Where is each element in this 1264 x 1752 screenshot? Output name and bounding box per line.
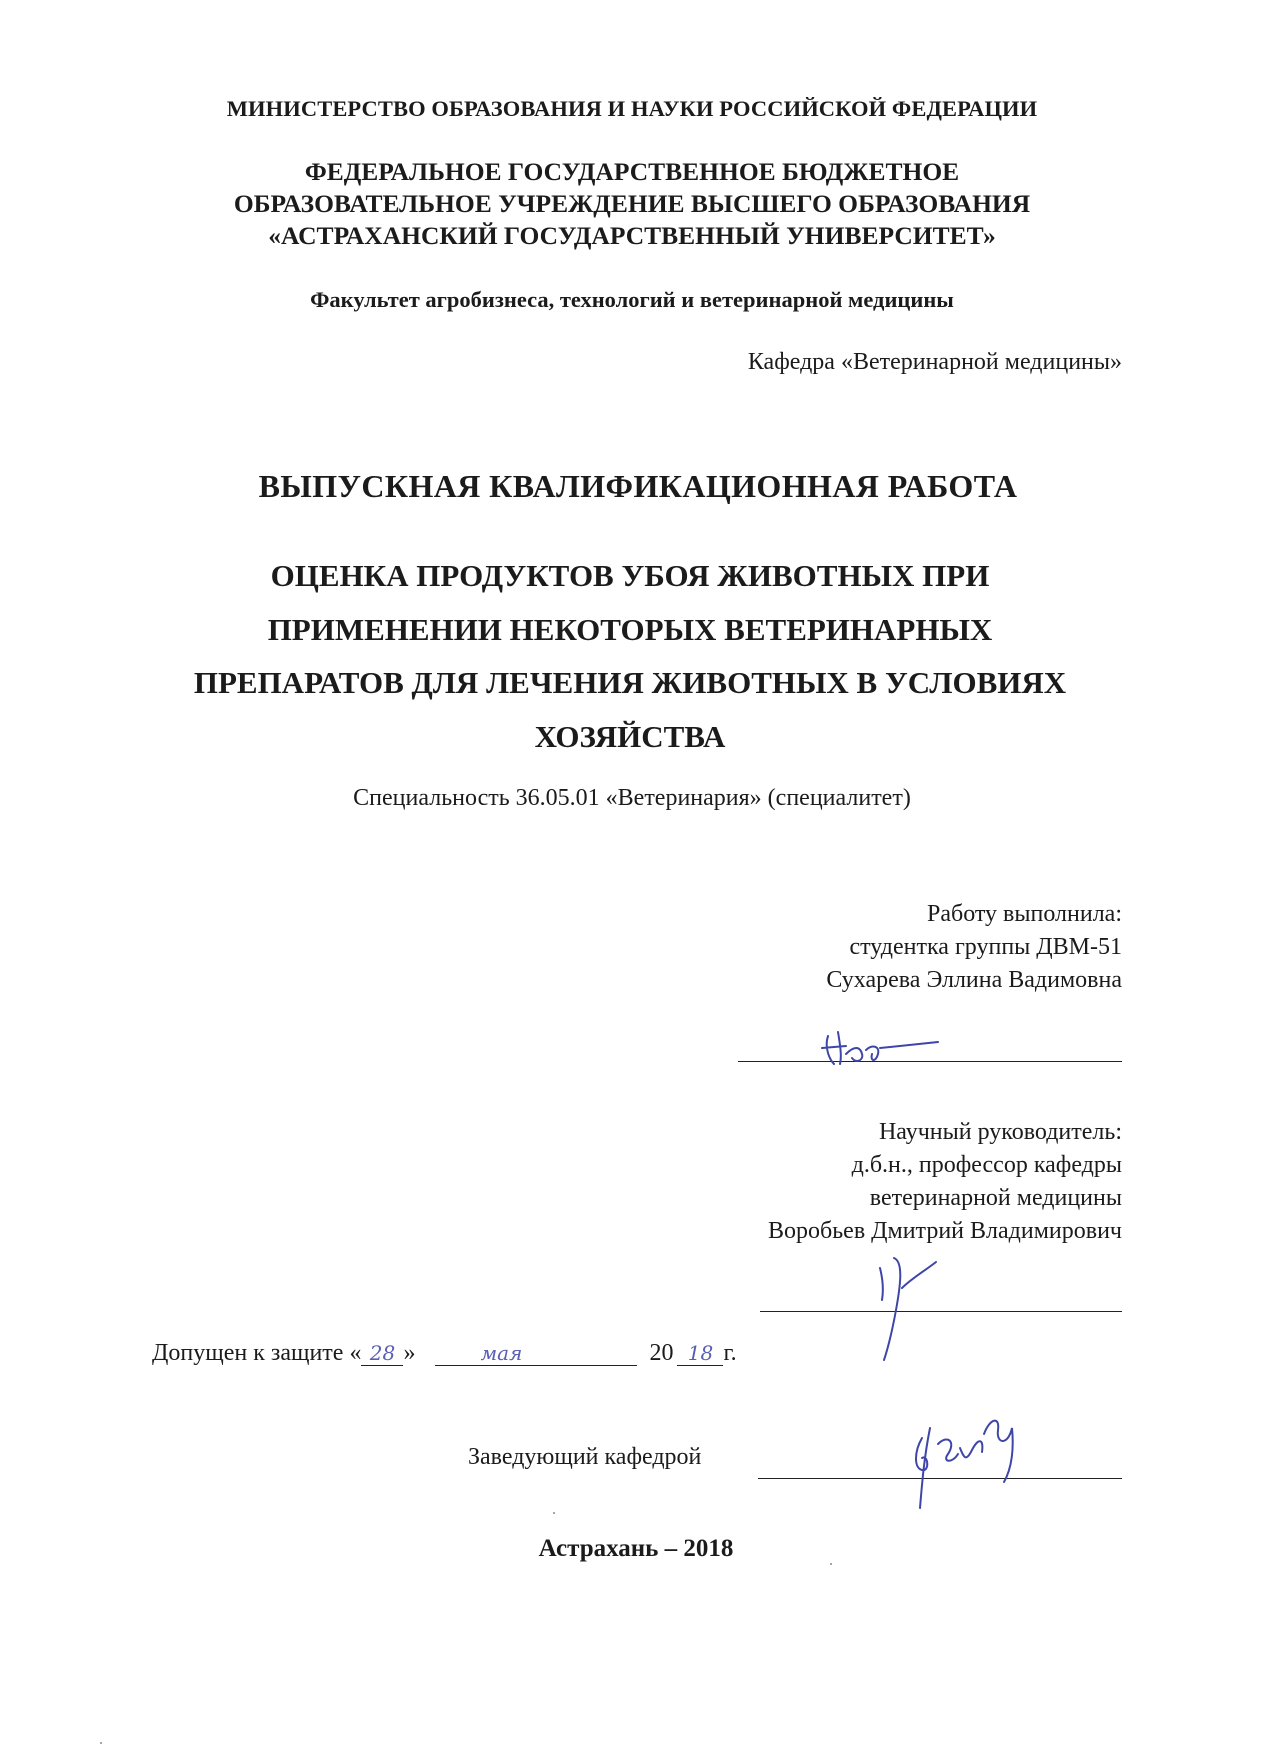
supervisor-label: Научный руководитель: xyxy=(878,1119,1122,1145)
document-type: ВЫПУСКНАЯ КВАЛИФИКАЦИОННАЯ РАБОТА xyxy=(258,468,1018,504)
institution-line: ОБРАЗОВАТЕЛЬНОЕ УЧРЕЖДЕНИЕ ВЫСШЕГО ОБРАЗОВАНИЯ xyxy=(233,189,1031,218)
institution-line: «АСТРАХАНСКИЙ ГОСУДАРСТВЕННЫЙ УНИВЕРСИТЕТ» xyxy=(268,221,996,250)
defense-month-field xyxy=(435,1341,637,1366)
defense-prefix: Допущен к защите « xyxy=(152,1340,362,1366)
defense-admission xyxy=(152,1340,737,1367)
defense-year-field xyxy=(677,1341,723,1366)
head-signature xyxy=(900,1398,1050,1518)
supervisor-department: ветеринарной медицины xyxy=(869,1185,1122,1211)
specialty: Специальность 36.05.01 «Ветеринария» (специалитет) xyxy=(353,785,911,811)
head-of-department-label: Заведующий кафедрой xyxy=(468,1444,702,1470)
defense-day: 28 xyxy=(369,1341,396,1365)
thesis-title xyxy=(0,549,1262,763)
city-year: Астрахань – 2018 xyxy=(538,1535,734,1562)
thesis-title-line: ХОЗЯЙСТВА xyxy=(534,718,726,754)
ministry-name: МИНИСТЕРСТВО ОБРАЗОВАНИЯ И НАУКИ РОССИЙСКОЙ ФЕДЕРАЦИИ xyxy=(226,96,1038,121)
scan-speck xyxy=(553,1512,555,1514)
performer-position: студентка группы ДВМ-51 xyxy=(849,934,1122,960)
defense-quote-close: » xyxy=(403,1340,416,1366)
thesis-title-line: ПРЕПАРАТОВ ДЛЯ ЛЕЧЕНИЯ ЖИВОТНЫХ В УСЛОВИЯХ xyxy=(193,665,1067,700)
defense-month: мая xyxy=(480,1341,523,1365)
head-of-department xyxy=(468,1444,701,1471)
performer-signature xyxy=(820,1024,950,1074)
supervisor-signature xyxy=(860,1248,950,1368)
institution-name xyxy=(0,156,1264,252)
institution-line: ФЕДЕРАЛЬНОЕ ГОСУДАРСТВЕННОЕ БЮДЖЕТНОЕ xyxy=(304,157,960,186)
supervisor-position: д.б.н., профессор кафедры xyxy=(851,1152,1122,1178)
defense-day-field xyxy=(361,1341,403,1366)
supervisor-name: Воробьев Дмитрий Владимирович xyxy=(768,1218,1122,1244)
scan-speck xyxy=(830,1563,832,1565)
supervisor-block xyxy=(768,1116,1122,1248)
faculty-name: Факультет агробизнеса, технологий и ветеринарной медицины xyxy=(310,287,954,312)
performer-block xyxy=(826,898,1122,997)
defense-year-suffix: г. xyxy=(723,1340,737,1366)
performer-label: Работу выполнила: xyxy=(926,901,1122,927)
thesis-title-line: ПРИМЕНЕНИИ НЕКОТОРЫХ ВЕТЕРИНАРНЫХ xyxy=(267,611,993,647)
scan-speck xyxy=(100,1742,102,1744)
defense-year: 18 xyxy=(687,1341,714,1365)
performer-name: Сухарева Эллина Вадимовна xyxy=(826,967,1122,993)
defense-year-prefix: 20 xyxy=(649,1340,674,1366)
thesis-title-line: ОЦЕНКА ПРОДУКТОВ УБОЯ ЖИВОТНЫХ ПРИ xyxy=(270,558,990,593)
department-name: Кафедра «Ветеринарной медицины» xyxy=(747,349,1122,375)
